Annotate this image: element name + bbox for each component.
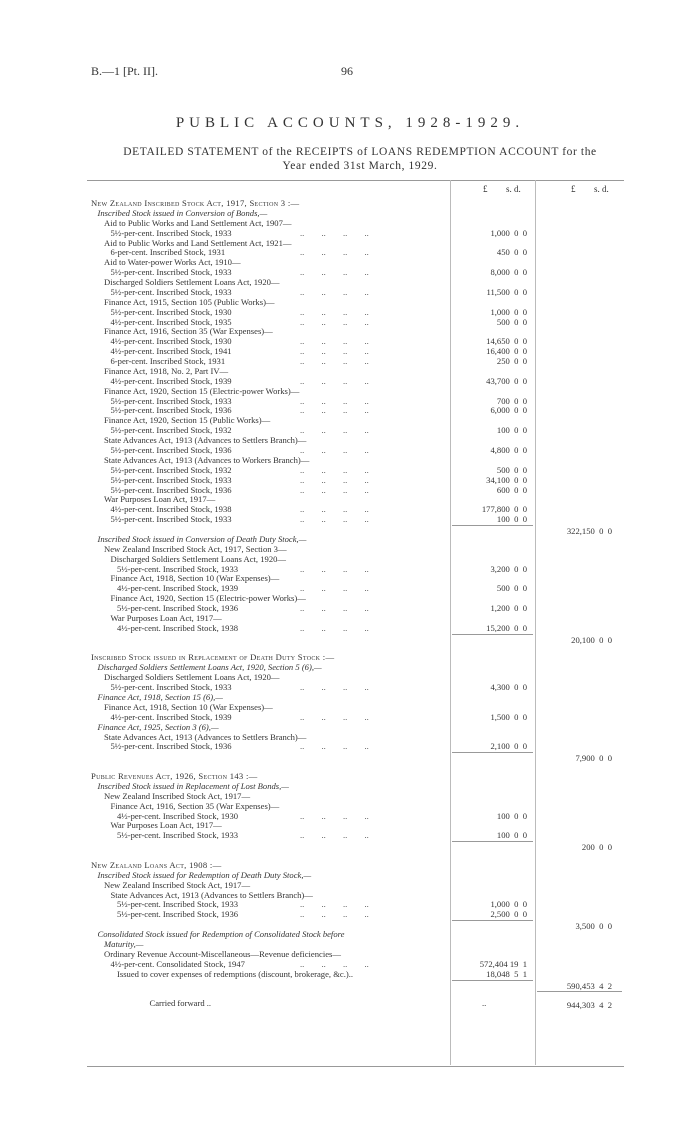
statement-line: 6-per-cent. Inscribed Stock, 1931 — [110, 247, 226, 258]
statement-line: 4½-per-cent. Inscribed Stock, 1941 — [110, 346, 232, 357]
statement-line: Finance Act, 1920, Section 15 (Public Works)— — [104, 415, 271, 426]
statement-line: Aid to Public Works and Land Settlement Act, 1921— — [104, 237, 292, 248]
amount-cell: 600 0 0 — [496, 484, 527, 495]
statement-line: Finance Act, 1916, Section 35 (War Expenses)— — [110, 800, 280, 811]
statement-line: Discharged Soldiers Settlement Loans Act, 1920— — [104, 672, 280, 683]
statement-line: 5½-per-cent. Inscribed Stock, 1933 — [117, 563, 239, 574]
subtotal-rule — [452, 752, 533, 753]
statement-line: 4½-per-cent. Inscribed Stock, 1938 — [110, 504, 232, 515]
statement-line: 4½-per-cent. Inscribed Stock, 1930 — [117, 810, 239, 821]
statement-subtitle — [70, 145, 650, 173]
leader-dots: .. .. .. .. — [300, 267, 369, 278]
statement-line: 5½-per-cent. Inscribed Stock, 1936 — [117, 603, 239, 614]
amount-cell: 572,404 19 1 — [479, 958, 527, 969]
total-cell: 590,453 4 2 — [566, 980, 612, 991]
page-title: PUBLIC ACCOUNTS, 1928-1929. — [175, 115, 525, 131]
statement-line: Maturity,— — [104, 939, 144, 949]
statement-line: New Zealand Inscribed Stock Act, 1917, Section 3— — [104, 543, 287, 554]
amount-cell: 43,700 0 0 — [486, 375, 527, 386]
page-header-left: B.—1 [Pt. II]. — [91, 64, 158, 78]
amount-cell: 16,400 0 0 — [486, 346, 527, 357]
amount-cell: 3,200 0 0 — [490, 563, 527, 574]
leader-dots: .. .. .. .. — [300, 682, 369, 693]
statement-line: 5½-per-cent. Inscribed Stock, 1936 — [117, 909, 239, 920]
statement-line: New Zealand Inscribed Stock Act, 1917— — [104, 790, 251, 801]
subtitle-line-1: DETAILED STATEMENT of the RECEIPTS of LOANS REDEMPTION ACCOUNT for the — [123, 146, 597, 158]
amount-cell: 250 0 0 — [496, 356, 527, 367]
amount-cell: 500 0 0 — [496, 464, 527, 475]
statement-line: 4½-per-cent. Inscribed Stock, 1939 — [110, 375, 232, 386]
leader-dots: .. .. .. .. — [300, 445, 369, 455]
amount-cell: 18,048 5 1 — [486, 968, 527, 979]
leader-dots: .. .. .. .. — [300, 909, 369, 920]
statement-line: Aid to Water-power Works Act, 1910— — [104, 257, 241, 268]
statement-line: Discharged Soldiers Settlement Loans Act, 1920— — [110, 553, 287, 564]
amount-cell: 1,200 0 0 — [490, 603, 527, 614]
amount-cell: 100 0 0 — [496, 810, 527, 821]
amount-cell: 100 0 0 — [496, 830, 527, 841]
leader-dots: .. .. .. .. — [300, 405, 369, 416]
statement-line: 4½-per-cent. Inscribed Stock, 1938 — [117, 622, 239, 633]
leader-dots: .. .. .. .. — [300, 306, 369, 317]
amount-cell: 100 0 0 — [496, 425, 527, 436]
statement-line: 5½-per-cent. Inscribed Stock, 1933 — [117, 899, 239, 910]
statement-line: Issued to cover expenses of redemptions (discount, brokerage, &c.).. — [117, 968, 354, 979]
statement-line: 6-per-cent. Inscribed Stock, 1931 — [110, 356, 226, 367]
statement-line: Finance Act, 1925, Section 3 (6),— — [97, 721, 219, 732]
leader-dots: .. .. .. .. — [300, 514, 369, 525]
statement-line: Ordinary Revenue Account-Miscellaneous—Revenue deficiencies— — [104, 948, 341, 959]
subtotal-rule — [452, 634, 533, 635]
leader-dots: .. .. .. .. — [300, 583, 369, 594]
leader-dots: .. .. .. .. — [300, 711, 369, 722]
total-column-divider — [535, 180, 536, 1065]
leader-dots: .. .. .. .. — [300, 336, 369, 347]
statement-line: 5½-per-cent. Inscribed Stock, 1933 — [110, 227, 232, 238]
leader-dots: .. .. .. .. — [300, 395, 369, 406]
subtotal-rule — [452, 980, 533, 981]
amount-cell: 4,800 0 0 — [490, 445, 527, 455]
statement-line: Finance Act, 1918, No. 2, Part IV— — [104, 365, 229, 376]
total-cell: 322,150 0 0 — [566, 526, 612, 537]
amount-cell: 4,300 0 0 — [490, 682, 527, 693]
statement-line: 5½-per-cent. Inscribed Stock, 1933 — [110, 514, 232, 525]
amount-cell: 450 0 0 — [496, 247, 527, 258]
amount-cell: 6,000 0 0 — [490, 405, 527, 416]
statement-line: War Purposes Loan Act, 1917— — [110, 820, 222, 831]
total-pound-header: £ — [571, 184, 576, 194]
subtotal-rule — [452, 525, 533, 526]
leader-dots: .. .. .. .. — [300, 810, 369, 821]
statement-line: War Purposes Loan Act, 1917— — [110, 612, 222, 623]
statement-line: 5½-per-cent. Inscribed Stock, 1933 — [117, 830, 239, 841]
statement-line: Finance Act, 1916, Section 35 (War Expenses)— — [104, 326, 273, 337]
subtotal-rule — [452, 841, 533, 842]
statement-line: New Zealand Inscribed Stock Act, 1917, Section 3 :— — [91, 198, 300, 208]
amount-cell: 2,100 0 0 — [490, 741, 527, 752]
leader-dots: .. .. .. .. — [300, 504, 369, 515]
amount-cell: 1,000 0 0 — [490, 306, 527, 317]
amount-cell: 177,800 0 0 — [481, 504, 527, 515]
leader-dots: .. .. .. .. — [300, 899, 369, 910]
statement-line: New Zealand Loans Act, 1908 :— — [91, 859, 222, 870]
amount-cell: 1,000 0 0 — [490, 899, 527, 910]
statement-line: 5½-per-cent. Inscribed Stock, 1936 — [110, 405, 232, 416]
statement-line: 5½-per-cent. Inscribed Stock, 1936 — [110, 484, 232, 495]
statement-line: 4½-per-cent. Inscribed Stock, 1939 — [117, 583, 239, 594]
statement-line: 5½-per-cent. Inscribed Stock, 1933 — [110, 286, 232, 297]
statement-line: 5½-per-cent. Inscribed Stock, 1930 — [110, 306, 232, 317]
statement-line: Inscribed Stock issued in Replacement of Lost Bonds,— — [97, 780, 289, 791]
statement-line: Carried forward .. — [149, 998, 212, 1009]
statement-line: Inscribed Stock issued in Replacement of Death Duty Stock :— — [91, 652, 335, 663]
amount-cell: 1,000 0 0 — [490, 227, 527, 238]
amount-cell: .. — [482, 998, 487, 1009]
statement-line: Inscribed Stock issued in Conversion of Death Duty Stock,— — [97, 533, 307, 544]
statement-line: 4½-per-cent. Inscribed Stock, 1935 — [110, 316, 232, 327]
amount-cell: 500 0 0 — [496, 583, 527, 594]
statement-line: Finance Act, 1918, Section 15 (6),— — [97, 692, 223, 702]
subtitle-line-2: Year ended 31st March, 1929. — [282, 160, 438, 172]
amount-pound-header: £ — [483, 184, 488, 194]
total-cell: 20,100 0 0 — [571, 634, 612, 645]
statement-line: Finance Act, 1920, Section 15 (Electric-power Works)— — [104, 385, 300, 396]
statement-line: 5½-per-cent. Inscribed Stock, 1933 — [110, 682, 232, 693]
amount-cell: 14,650 0 0 — [486, 336, 527, 347]
statement-line: Finance Act, 1920, Section 15 (Electric-power Works)— — [110, 593, 306, 604]
statement-line: 5½-per-cent. Inscribed Stock, 1936 — [110, 741, 232, 752]
total-cell: 944,303 4 2 — [566, 1000, 612, 1011]
statement-line: State Advances Act, 1913 (Advances to Settlers Branch)— — [110, 889, 313, 900]
leader-dots: .. .. .. .. — [300, 603, 369, 614]
statement-line: 4½-per-cent. Inscribed Stock, 1930 — [110, 336, 232, 347]
leader-dots: .. .. .. .. — [300, 247, 369, 258]
leader-dots: .. .. .. .. — [300, 356, 369, 367]
leader-dots: .. .. .. .. — [300, 830, 369, 841]
leader-dots: .. .. .. .. — [300, 563, 369, 574]
leader-dots: .. .. .. .. — [300, 464, 369, 475]
amount-cell: 8,000 0 0 — [490, 267, 527, 278]
total-sd-header: s. d. — [594, 184, 609, 194]
statement-line: Inscribed Stock issued in Conversion of Bonds,— — [97, 207, 268, 218]
statement-line: State Advances Act, 1913 (Advances to Workers Branch)— — [104, 454, 310, 465]
statement-line: Public Revenues Act, 1926, Section 143 :— — [91, 771, 258, 782]
total-cell: 3,500 0 0 — [575, 921, 612, 932]
leader-dots: .. .. .. .. — [300, 958, 369, 969]
statement-line: Finance Act, 1915, Section 105 (Public Works)— — [104, 296, 275, 307]
leader-dots: .. .. .. .. — [300, 622, 369, 633]
statement-line: State Advances Act, 1913 (Advances to Settlers Branch)— — [104, 731, 307, 742]
statement-line: Aid to Public Works and Land Settlement Act, 1907— — [104, 217, 292, 228]
statement-line: New Zealand Inscribed Stock Act, 1917— — [104, 879, 251, 890]
leader-dots: .. .. .. .. — [300, 741, 369, 752]
amount-cell: 1,500 0 0 — [490, 711, 527, 722]
statement-line: 5½-per-cent. Inscribed Stock, 1933 — [110, 267, 232, 278]
amount-cell: 2,500 0 0 — [490, 909, 527, 920]
leader-dots: .. .. .. .. — [300, 227, 369, 238]
amount-cell: 700 0 0 — [496, 395, 527, 406]
total-rule — [537, 991, 622, 992]
subtotal-rule — [452, 920, 533, 921]
statement-line: 5½-per-cent. Inscribed Stock, 1932 — [110, 464, 232, 475]
amount-cell: 15,200 0 0 — [486, 622, 527, 633]
amount-cell: 34,100 0 0 — [486, 474, 527, 485]
leader-dots: .. .. .. .. — [300, 316, 369, 327]
statement-line: 4½-per-cent. Inscribed Stock, 1939 — [110, 711, 232, 722]
statement-line: War Purposes Loan Act, 1917— — [104, 494, 216, 505]
amount-cell: 11,500 0 0 — [486, 286, 527, 297]
statement-line: Finance Act, 1918, Section 10 (War Expenses)— — [110, 573, 280, 584]
statement-line: 5½-per-cent. Inscribed Stock, 1936 — [110, 445, 232, 455]
leader-dots: .. .. .. .. — [300, 484, 369, 495]
page-number: 96 — [341, 64, 353, 78]
amount-cell: 100 0 0 — [496, 514, 527, 525]
leader-dots: .. .. .. .. — [300, 474, 369, 485]
statement-line: Discharged Soldiers Settlement Loans Act, 1920, Section 5 (6),— — [97, 662, 322, 673]
amount-sd-header: s. d. — [506, 184, 521, 194]
statement-line: Discharged Soldiers Settlement Loans Act, 1920— — [104, 277, 280, 288]
statement-line: 5½-per-cent. Inscribed Stock, 1932 — [110, 425, 232, 436]
leader-dots: .. .. .. .. — [300, 425, 369, 436]
statement-line: State Advances Act, 1913 (Advances to Settlers Branch)— — [104, 435, 307, 446]
statement-line: Inscribed Stock issued for Redemption of Death Duty Stock,— — [97, 869, 312, 880]
statement-line: 5½-per-cent. Inscribed Stock, 1933 — [110, 395, 232, 406]
leader-dots: .. .. .. .. — [300, 286, 369, 297]
leader-dots: .. .. .. .. — [300, 346, 369, 357]
statement-line: 4½-per-cent. Consolidated Stock, 1947 — [110, 958, 245, 969]
amount-cell: 500 0 0 — [496, 316, 527, 327]
leader-dots: .. .. .. .. — [300, 375, 369, 386]
total-cell: 200 0 0 — [581, 842, 612, 853]
statement-line: Finance Act, 1918, Section 10 (War Expenses)— — [104, 701, 273, 712]
statement-line: 5½-per-cent. Inscribed Stock, 1933 — [110, 474, 232, 485]
statement-line: Consolidated Stock issued for Redemption of Consolidated Stock before — [97, 929, 345, 940]
total-cell: 7,900 0 0 — [575, 753, 612, 764]
